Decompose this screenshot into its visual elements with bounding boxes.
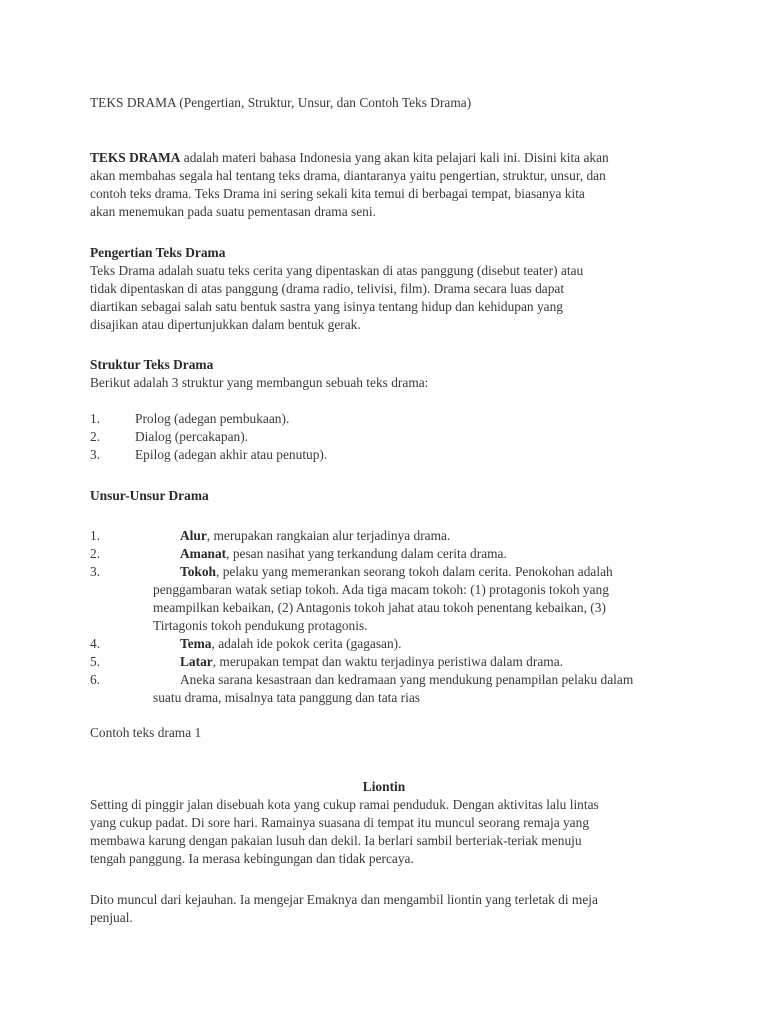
list-first-line <box>90 545 690 563</box>
intro-line-1-rest: adalah materi bahasa Indonesia yang akan kita pelajari kali ini. Disini kita akan <box>180 150 609 165</box>
list-wrap-line: penggambaran watak setiap tokoh. Ada tiga macam tokoh: (1) protagonis tokoh yang <box>153 582 609 597</box>
list-item <box>90 446 690 464</box>
story-line: membawa karung dengan pakaian lusuh dan dekil. Ia berlari sambil berteriak-teriak menuju <box>90 833 582 848</box>
list-number: 2. <box>90 429 101 444</box>
pengertian-section <box>90 244 690 334</box>
unsur-section <box>90 487 690 707</box>
list-text: , pesan nasihat yang terkandung dalam cerita drama. <box>226 546 507 561</box>
list-item <box>90 527 690 545</box>
pengertian-line: disajikan atau dipertunjukkan dalam bentuk gerak. <box>90 317 361 332</box>
list-term: Tokoh <box>180 564 216 579</box>
list-wrap-line: suatu drama, misalnya tata panggung dan tata rias <box>153 690 420 705</box>
pengertian-line: diartikan sebagai salah satu bentuk sastra yang isinya tentang hidup dan kehidupan yang <box>90 299 564 314</box>
list-text: Dialog (percakapan). <box>135 429 249 444</box>
story-line: penjual. <box>90 910 133 925</box>
list-first-line <box>90 635 690 653</box>
intro-line-2: akan membahas segala hal tentang teks drama, diantaranya yaitu pengertian, struktur, unsur, dan <box>90 168 606 183</box>
intro-line-1 <box>90 149 690 167</box>
list-text: Aneka sarana kesastraan dan kedramaan yang mendukung penampilan pelaku dalam <box>180 672 634 687</box>
story-setting-paragraph <box>90 796 690 868</box>
list-number: 4. <box>90 636 101 651</box>
struktur-intro: Berikut adalah 3 struktur yang membangun sebuah teks drama: <box>90 375 429 390</box>
list-first-line <box>90 563 690 581</box>
struktur-list <box>90 410 690 464</box>
list-item <box>90 563 690 635</box>
list-wrap-line: Tirtagonis tokoh pendukung protagonis. <box>153 618 368 633</box>
list-number: 5. <box>90 654 101 669</box>
struktur-section <box>90 356 690 464</box>
story-line: yang cukup padat. Di sore hari. Ramainya suasana di tempat itu muncul seorang remaja yang <box>90 815 590 830</box>
list-item <box>90 410 690 428</box>
list-term: Amanat <box>180 546 227 561</box>
intro-line-4: akan menemukan pada suatu pementasan drama seni. <box>90 204 376 219</box>
intro-bold-lead: TEKS DRAMA <box>90 150 181 165</box>
list-item <box>90 428 690 446</box>
list-text: , merupakan tempat dan waktu terjadinya peristiwa dalam drama. <box>212 654 563 669</box>
list-number: 1. <box>90 411 101 426</box>
unsur-list <box>90 527 690 707</box>
list-number: 6. <box>90 672 101 687</box>
story-line: tengah panggung. Ia merasa kebingungan dan tidak percaya. <box>90 851 414 866</box>
pengertian-line: Teks Drama adalah suatu teks cerita yang dipentaskan di atas panggung (disebut teater) atau <box>90 263 584 278</box>
list-item <box>90 635 690 653</box>
list-wrap-line: meampilkan kebaikan, (2) Antagonis tokoh jahat atau tokoh penentang kebaikan, (3) <box>153 600 606 615</box>
list-first-line <box>90 527 690 545</box>
pengertian-heading: Pengertian Teks Drama <box>90 245 226 260</box>
pengertian-line: tidak dipentaskan di atas panggung (drama radio, telivisi, film). Drama secara luas dapat <box>90 281 565 296</box>
list-item <box>90 671 690 707</box>
intro-paragraph <box>90 149 690 221</box>
story-dito-paragraph <box>90 891 690 927</box>
intro-line-3: contoh teks drama. Teks Drama ini sering sekali kita temui di berbagai tempat, biasanya kita <box>90 186 585 201</box>
story-line: Setting di pinggir jalan disebuah kota yang cukup ramai penduduk. Dengan aktivitas lalu lintas <box>90 797 599 812</box>
unsur-heading: Unsur-Unsur Drama <box>90 488 209 503</box>
list-term: Tema <box>180 636 212 651</box>
list-text: , merupakan rangkaian alur terjadinya drama. <box>206 528 451 543</box>
list-term: Latar <box>180 654 213 669</box>
list-first-line <box>90 653 690 671</box>
list-number: 2. <box>90 546 101 561</box>
list-number: 3. <box>90 564 101 579</box>
list-text: , pelaku yang memerankan seorang tokoh dalam cerita. Penokohan adalah <box>216 564 613 579</box>
list-item <box>90 653 690 671</box>
list-text: Epilog (adegan akhir atau penutup). <box>135 447 328 462</box>
list-first-line <box>90 671 690 689</box>
list-text: , adalah ide pokok cerita (gagasan). <box>211 636 402 651</box>
story-title: Liontin <box>362 779 406 794</box>
contoh-label: Contoh teks drama 1 <box>90 725 202 740</box>
list-number: 1. <box>90 528 101 543</box>
list-term: Alur <box>180 528 207 543</box>
story-line: Dito muncul dari kejauhan. Ia mengejar Emaknya dan mengambil liontin yang terletak di meja <box>90 892 598 907</box>
list-number: 3. <box>90 447 101 462</box>
list-text: Prolog (adegan pembukaan). <box>135 411 290 426</box>
document-title: TEKS DRAMA (Pengertian, Struktur, Unsur, dan Contoh Teks Drama) <box>90 95 472 110</box>
list-item <box>90 545 690 563</box>
struktur-heading: Struktur Teks Drama <box>90 357 214 372</box>
